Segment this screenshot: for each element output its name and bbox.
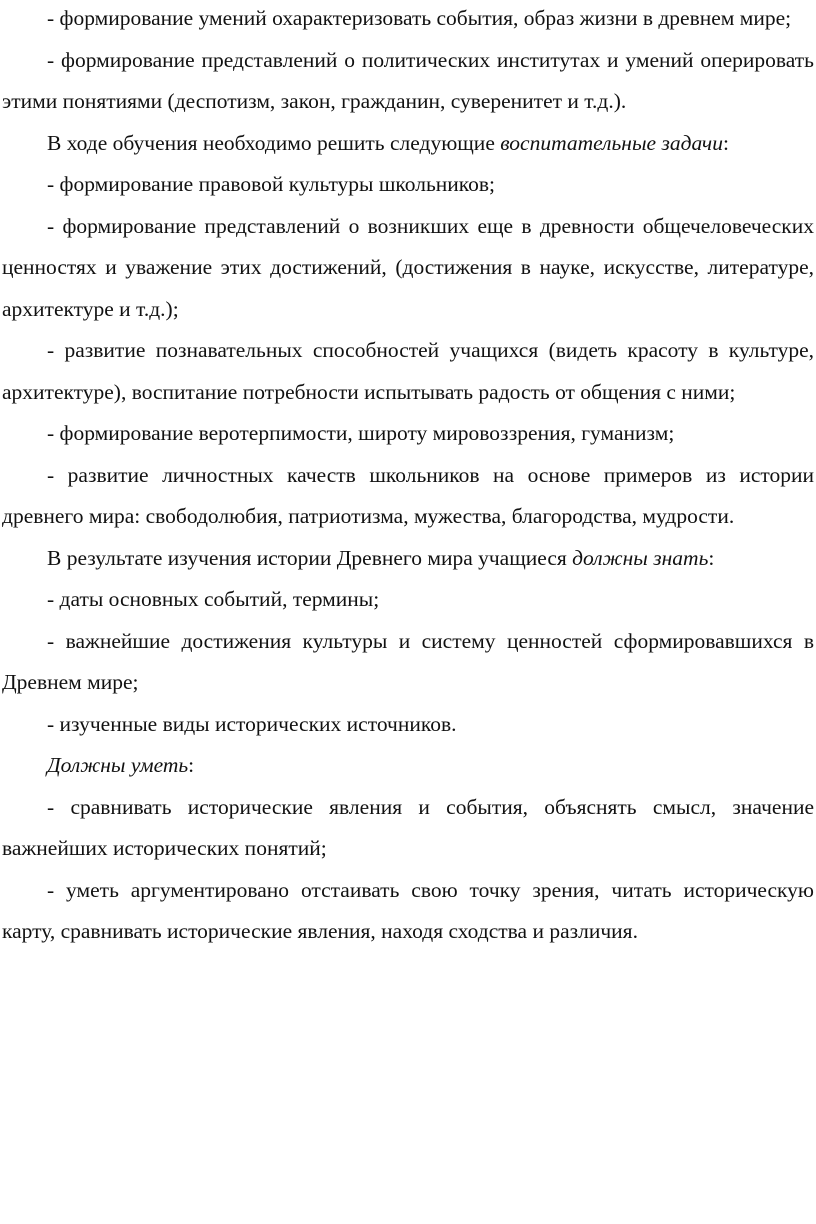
intro-colon: : bbox=[708, 545, 715, 570]
paragraph-human-values: - формирование представлений о возникших еще в древности общечеловеческих ценностях и уважение этих достижений, (достижения в науке, искусстве, литературе, архитектуре и т.д.); bbox=[2, 213, 814, 321]
paragraph-dates-terms: - даты основных событий, термины; bbox=[47, 587, 380, 611]
paragraph-compare-phenomena: - сравнивать исторические явления и события, объяснять смысл, значение важнейших исторических понятий; bbox=[2, 794, 814, 860]
intro-colon: : bbox=[188, 753, 195, 777]
paragraph-educational-tasks-intro bbox=[2, 123, 814, 165]
paragraph-cognitive-abilities: - развитие познавательных способностей учащихся (видеть красоту в культуре, архитектуре), воспитание потребности испытывать радость от общения с ними; bbox=[2, 338, 814, 404]
paragraph-tolerance: - формирование веротерпимости, широту мировоззрения, гуманизм; bbox=[47, 421, 675, 445]
paragraph-historical-sources: - изученные виды исторических источников. bbox=[47, 711, 457, 736]
italic-term-educational-tasks: воспитательные задачи bbox=[500, 130, 723, 155]
paragraph-personal-qualities: - развитие личностных качеств школьников на основе примеров из истории древнего мира: свободолюбия, патриотизма, мужества, благородства, мудрости. bbox=[2, 462, 814, 528]
paragraph-argue-viewpoint: - уметь аргументировано отстаивать свою точку зрения, читать историческую карту, сравнивать исторические явления, находя сходства и различия. bbox=[2, 877, 814, 943]
intro-colon: : bbox=[722, 130, 729, 155]
italic-term-must-know: должны знать bbox=[572, 545, 709, 570]
intro-text: В ходе обучения необходимо решить следующие bbox=[47, 130, 501, 155]
paragraph-political-institutions: - формирование представлений о политических институтах и умений оперировать этими понятиями (деспотизм, закон, гражданин, суверенитет и т.д.). bbox=[2, 47, 814, 113]
intro-text: В результате изучения истории Древнего мира учащиеся bbox=[47, 545, 573, 570]
paragraph-skills-events: - формирование умений охарактеризовать события, образ жизни в древнем мире; bbox=[47, 6, 792, 30]
paragraph-must-know-intro bbox=[2, 538, 814, 580]
paragraph-must-be-able-intro bbox=[2, 745, 814, 787]
italic-term-must-be-able: Должны уметь bbox=[47, 753, 189, 777]
paragraph-culture-achievements: - важнейшие достижения культуры и систему ценностей сформировавшихся в Древнем мире; bbox=[2, 628, 814, 694]
paragraph-legal-culture: - формирование правовой культуры школьников; bbox=[47, 172, 496, 196]
